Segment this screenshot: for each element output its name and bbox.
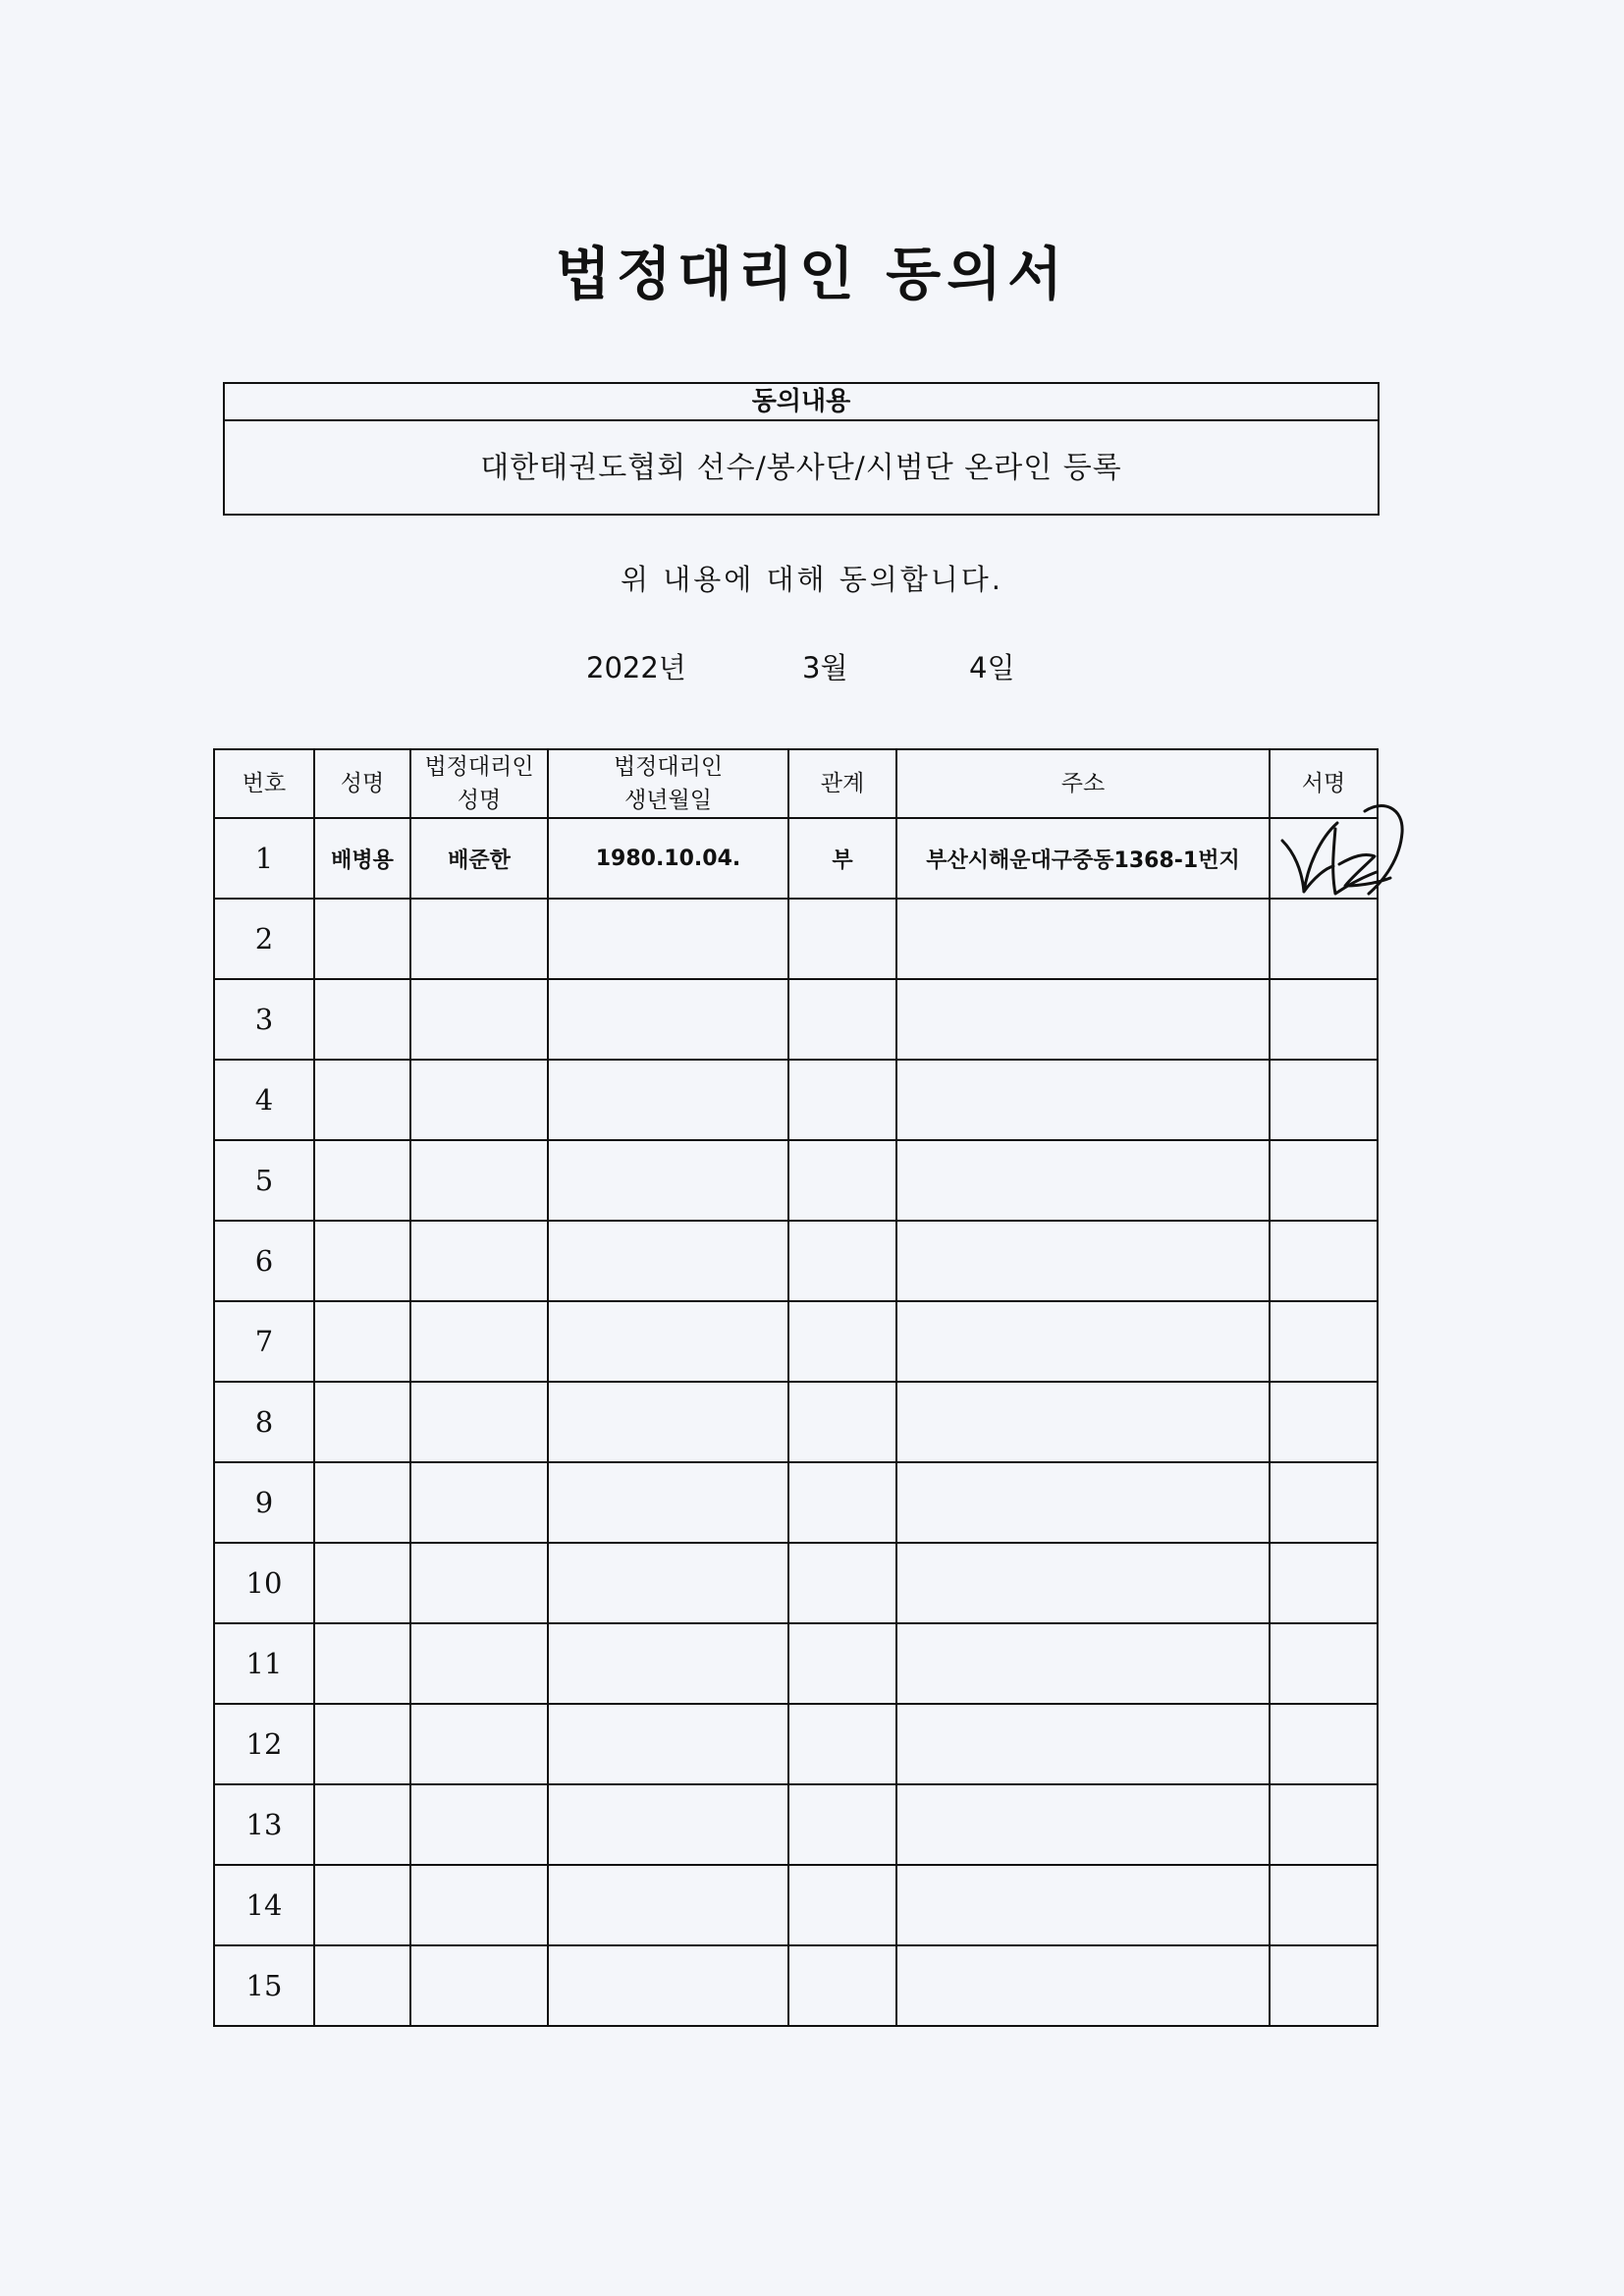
- guardian-name-cell: [410, 1221, 548, 1301]
- relation-cell: [788, 899, 896, 979]
- guardian-birth-cell: [548, 899, 788, 979]
- row-number: 14: [214, 1865, 314, 1945]
- row-number: 10: [214, 1543, 314, 1623]
- guardian-birth-cell: [548, 1221, 788, 1301]
- address-cell: 부산시해운대구중동1368-1번지: [896, 818, 1270, 899]
- consent-heading: 동의내용: [225, 384, 1378, 421]
- signature-cell: [1270, 1704, 1378, 1784]
- row-number: 8: [214, 1382, 314, 1462]
- relation-cell: [788, 1945, 896, 2026]
- address-cell: [896, 1543, 1270, 1623]
- name-cell: 배병용: [314, 818, 410, 899]
- guardian-birth-cell: [548, 1060, 788, 1140]
- signature-cell: [1270, 1221, 1378, 1301]
- signature-cell: [1270, 1543, 1378, 1623]
- signature-cell: [1270, 1784, 1378, 1865]
- name-cell: [314, 1301, 410, 1382]
- guardian-name-cell: [410, 1945, 548, 2026]
- name-cell: [314, 1865, 410, 1945]
- relation-cell: [788, 1140, 896, 1221]
- address-cell: [896, 1945, 1270, 2026]
- address-cell: [896, 1462, 1270, 1543]
- relation-cell: 부: [788, 818, 896, 899]
- guardian-name-cell: [410, 1543, 548, 1623]
- row-number: 6: [214, 1221, 314, 1301]
- address-cell: [896, 979, 1270, 1060]
- header-signature: 서명: [1270, 749, 1378, 818]
- table-row: [214, 1382, 1378, 1462]
- signature-cell: [1270, 818, 1378, 899]
- name-cell: [314, 899, 410, 979]
- guardian-birth-cell: [548, 1140, 788, 1221]
- guardian-birth-cell: [548, 1865, 788, 1945]
- guardian-name-cell: [410, 899, 548, 979]
- row-number: 13: [214, 1784, 314, 1865]
- table-row: [214, 1140, 1378, 1221]
- address-cell: [896, 1060, 1270, 1140]
- guardian-name-cell: [410, 1623, 548, 1704]
- guardian-name-cell: [410, 1140, 548, 1221]
- name-cell: [314, 1784, 410, 1865]
- consent-content: 대한태권도협회 선수/봉사단/시범단 온라인 등록: [480, 451, 1122, 485]
- relation-cell: [788, 1623, 896, 1704]
- relation-cell: [788, 1462, 896, 1543]
- guardian-name-cell: [410, 1060, 548, 1140]
- agreement-statement: 위 내용에 대해 동의합니다.: [620, 563, 1004, 596]
- table-row: [214, 1221, 1378, 1301]
- table-row: [214, 1784, 1378, 1865]
- relation-cell: [788, 1382, 896, 1462]
- table-row: [214, 1623, 1378, 1704]
- table-header-row: [214, 749, 1378, 818]
- signature-cell: [1270, 1865, 1378, 1945]
- relation-cell: [788, 1301, 896, 1382]
- guardian-name-cell: [410, 1704, 548, 1784]
- table-row: [214, 1704, 1378, 1784]
- name-cell: [314, 1462, 410, 1543]
- table-row: [214, 979, 1378, 1060]
- row-number: 3: [214, 979, 314, 1060]
- relation-cell: [788, 1704, 896, 1784]
- relation-cell: [788, 1543, 896, 1623]
- guardian-name-cell: [410, 1784, 548, 1865]
- relation-cell: [788, 979, 896, 1060]
- row-number: 2: [214, 899, 314, 979]
- header-guardian-name: 법정대리인 성명: [410, 749, 548, 818]
- signature-cell: [1270, 1140, 1378, 1221]
- guardian-table: [213, 748, 1379, 2027]
- address-cell: [896, 1704, 1270, 1784]
- guardian-name-cell: [410, 1382, 548, 1462]
- date-day: 4일: [969, 651, 1015, 684]
- guardian-birth-cell: [548, 1301, 788, 1382]
- table-row: [214, 899, 1378, 979]
- row-number: 11: [214, 1623, 314, 1704]
- guardian-birth-cell: [548, 1704, 788, 1784]
- address-cell: [896, 1221, 1270, 1301]
- signature-cell: [1270, 899, 1378, 979]
- guardian-birth-cell: [548, 1382, 788, 1462]
- address-cell: [896, 1865, 1270, 1945]
- name-cell: [314, 1060, 410, 1140]
- header-number: 번호: [214, 749, 314, 818]
- guardian-birth-cell: [548, 979, 788, 1060]
- guardian-birth-cell: [548, 1945, 788, 2026]
- guardian-birth-cell: [548, 1543, 788, 1623]
- table-row: [214, 1543, 1378, 1623]
- guardian-birth-cell: 1980.10.04.: [548, 818, 788, 899]
- name-cell: [314, 1704, 410, 1784]
- name-cell: [314, 1221, 410, 1301]
- signature-cell: [1270, 1945, 1378, 2026]
- row-number: 12: [214, 1704, 314, 1784]
- guardian-birth-cell: [548, 1623, 788, 1704]
- table-row: [214, 1060, 1378, 1140]
- address-cell: [896, 1301, 1270, 1382]
- relation-cell: [788, 1865, 896, 1945]
- address-cell: [896, 899, 1270, 979]
- row-number: 7: [214, 1301, 314, 1382]
- date-year: 2022년: [586, 651, 686, 684]
- name-cell: [314, 1623, 410, 1704]
- signature-cell: [1270, 979, 1378, 1060]
- name-cell: [314, 1140, 410, 1221]
- row-number: 4: [214, 1060, 314, 1140]
- table-row: [214, 1945, 1378, 2026]
- address-cell: [896, 1623, 1270, 1704]
- guardian-name-cell: [410, 979, 548, 1060]
- guardian-name-cell: 배준한: [410, 818, 548, 899]
- relation-cell: [788, 1784, 896, 1865]
- name-cell: [314, 1382, 410, 1462]
- table-row: [214, 1462, 1378, 1543]
- guardian-name-cell: [410, 1865, 548, 1945]
- header-guardian-birth: 법정대리인 생년월일: [548, 749, 788, 818]
- row-number: 15: [214, 1945, 314, 2026]
- handwritten-signature: [1274, 784, 1408, 907]
- name-cell: [314, 1543, 410, 1623]
- row-number: 1: [214, 818, 314, 899]
- row-number: 5: [214, 1140, 314, 1221]
- signature-cell: [1270, 1623, 1378, 1704]
- guardian-name-cell: [410, 1301, 548, 1382]
- name-cell: [314, 979, 410, 1060]
- signature-cell: [1270, 1060, 1378, 1140]
- address-cell: [896, 1382, 1270, 1462]
- relation-cell: [788, 1060, 896, 1140]
- relation-cell: [788, 1221, 896, 1301]
- address-cell: [896, 1784, 1270, 1865]
- signature-cell: [1270, 1382, 1378, 1462]
- guardian-birth-cell: [548, 1784, 788, 1865]
- table-row: [214, 1301, 1378, 1382]
- guardian-birth-cell: [548, 1462, 788, 1543]
- row-number: 9: [214, 1462, 314, 1543]
- table-body: [214, 818, 1378, 2026]
- table-row: [214, 1865, 1378, 1945]
- name-cell: [314, 1945, 410, 2026]
- header-address: 주소: [896, 749, 1270, 818]
- signature-cell: [1270, 1301, 1378, 1382]
- header-relation: 관계: [788, 749, 896, 818]
- document-title: 법정대리인 동의서: [555, 241, 1069, 307]
- date-month: 3월: [802, 651, 848, 684]
- consent-content-box: [223, 382, 1380, 516]
- address-cell: [896, 1140, 1270, 1221]
- signature-cell: [1270, 1462, 1378, 1543]
- table-row: [214, 818, 1378, 899]
- guardian-name-cell: [410, 1462, 548, 1543]
- header-name: 성명: [314, 749, 410, 818]
